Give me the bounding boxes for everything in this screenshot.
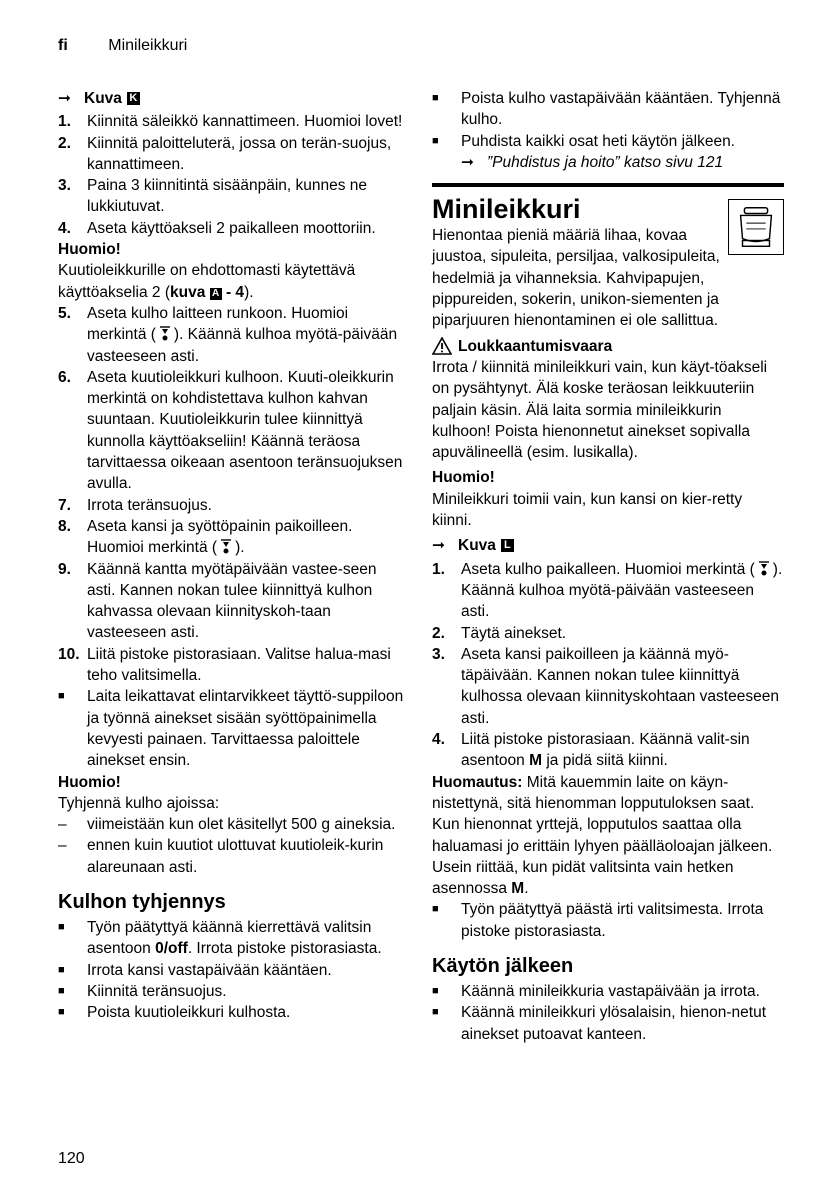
figure-label: Kuva [84, 90, 122, 107]
remark-text: Huomautus: Mitä kauemmin laite on käyn-nistettynä, sitä hienomman lopputuloksen saat. Kun hienonnat yrttejä, lopputulos saattaa olla haluamasi jo erittäin lyhyen päälläoloajan jälkeen. Usein riittää, kun pidät valitsinta vain hetken asennossa M. [432, 773, 773, 898]
list-item: 8. Aseta kansi ja syöttöpainin paikoilleen. Huomioi merkintä ( ). [58, 517, 353, 557]
figure-ref-l: ➞ Kuva L [432, 535, 784, 556]
mini-chopper-icon [728, 199, 784, 255]
list-item: 4. Liitä pistoke pistorasiaan. Käännä valit-sin asentoon M ja pidä siitä kiinni. [432, 731, 750, 770]
header-title: Minileikkuri [108, 37, 188, 54]
page-number: 120 [58, 1150, 85, 1167]
note-heading: Huomio! [432, 469, 495, 487]
note-heading: Huomio! [58, 773, 121, 791]
bullet-icon: ■ [432, 134, 439, 147]
note-heading: Huomio! [58, 241, 121, 259]
alignment-mark-icon [156, 324, 174, 342]
bullet-icon: ■ [58, 690, 65, 703]
figure-number-box: K [127, 92, 140, 105]
figure-number-box: A [210, 288, 222, 300]
bullet-icon: ■ [58, 1006, 65, 1019]
arrow-icon: ➞ [58, 90, 71, 107]
intro-text: Hienontaa pieniä määriä lihaa, kovaa juustoa, sipuleita, persiljaa, valkosipuleita, hedelmiä ja vihanneksia. Kahvipapujen, pippureiden, sokerin, unikon-siementen ja piparjuuren hienontaminen ei ole sallittua. [432, 227, 720, 330]
steps-list-a [58, 111, 408, 239]
figure-ref-k [58, 88, 408, 109]
bullet-item: ■ Puhdista kaikki osat heti käytön jälkeen. [432, 131, 784, 152]
bullet-icon: ■ [432, 903, 439, 916]
bullet-item: ■ Irrota kansi vastapäivään kääntäen. [58, 960, 408, 981]
bullet-icon: ■ [432, 984, 439, 997]
bullet-item: ■ Käännä minileikkuria vastapäivään ja irrota. [432, 981, 784, 1002]
alignment-mark-icon [755, 559, 773, 577]
arrow-icon: ➞ [432, 537, 445, 555]
warning-icon [432, 337, 452, 355]
note-text: Kuutioleikkurille on ehdottomasti käytettävä käyttöakselia 2 (kuva A - 4). [58, 262, 356, 301]
bullet-icon: ■ [58, 984, 65, 997]
section-minileikkuri [432, 183, 784, 331]
arrow-icon: ➞ [461, 153, 474, 171]
list-item: 9. Käännä kantta myötäpäivään vastee-seen asti. Kannen nokan tulee kiinnittyä kulhon kahvassa olevaan kiinnityskoh-taan vasteeseen asti. [58, 560, 377, 642]
section-heading-tyhjennys: Kulhon tyhjennys [58, 890, 226, 913]
bullet-item: ■ Poista kulho vastapäivään kääntäen. Tyhjennä kulho. [432, 88, 784, 131]
bullet-icon: ■ [58, 920, 65, 933]
language-code: fi [58, 37, 68, 54]
note-text: Minileikkuri toimii vain, kun kansi on kier-retty kiinni. [432, 490, 743, 530]
section-heading-jalkeen: Käytön jälkeen [432, 954, 574, 977]
list-item: 1. Aseta kulho paikalleen. Huomioi merkintä ( ). Käännä kulhoa myötä-päivään vasteeseen asti. [432, 560, 783, 621]
bullet-item: ■ Käännä minileikkuri ylösalaisin, hienon-netut ainekset putoavat kanteen. [432, 1002, 784, 1045]
bullet-icon: ■ [58, 963, 65, 976]
bullet-icon: ■ [432, 1006, 439, 1019]
figure-number-box: L [501, 539, 514, 552]
dash-item: – ennen kuin kuutiot ulottuvat kuutioleik-kurin alareunaan asti. [58, 837, 384, 876]
warning-heading: Loukkaantumisvaara [432, 336, 784, 357]
bullet-icon: ■ [432, 92, 439, 104]
alignment-mark-icon [217, 537, 235, 555]
right-column [432, 88, 784, 1045]
list-item: 2. Täytä ainekset. [432, 624, 567, 642]
warning-text: Irrota / kiinnitä minileikkuri vain, kun käyt-töakseli on pysähtynyt. Älä koske teräosan leikkuuteriin paljain käsin. Älä laita sormia minileikkurin kulhoon! Poista hienonnetut ainekset sopivalla apuvälineellä (esim. lusikalla). [432, 358, 768, 462]
bullet-item: ■ Poista kuutioleikkuri kulhosta. [58, 1002, 408, 1023]
note-text: Tyhjennä kulho ajoissa: [58, 794, 220, 812]
cross-reference: ➞ ”Puhdistus ja hoito” katso sivu 121 [432, 152, 784, 173]
list-item: 2. Kiinnitä paloitteluterä, jossa on terän-suojus, kannattimeen. [58, 134, 392, 173]
list-item: 1. Kiinnitä säleikkö kannattimeen. Huomioi lovet! [58, 113, 403, 131]
dash-item: – viimeistään kun olet käsitellyt 500 g aineksia. [58, 816, 396, 834]
left-column [58, 88, 408, 1023]
list-item: 4. Aseta käyttöakseli 2 paikalleen moottoriin. [58, 219, 376, 237]
page-header [58, 37, 187, 55]
list-item: 7. Irrota teränsuojus. [58, 496, 212, 514]
section-title: Minileikkuri [432, 194, 581, 225]
bullet-item: ■ Työn päätyttyä päästä irti valitsimesta. Irrota pistoke pistorasiasta. [432, 899, 784, 942]
list-item: 3. Aseta kansi paikoilleen ja käännä myö-täpäivään. Kannen nokan tulee kiinnittyä kulhossa olevaan kiinnityskohtaan vasteeseen asti. [432, 645, 779, 727]
bullet-item: ■ Työn päätyttyä käännä kierrettävä valitsin asentoon 0/off. Irrota pistoke pistorasiasta. [58, 917, 408, 960]
list-item: 10. Liitä pistoke pistorasiaan. Valitse halua-masi teho valitsimella. [58, 645, 391, 685]
bullet-item: ■ Laita leikattavat elintarvikkeet täyttö-suppiloon ja työnnä ainekset sisään syöttöpainimella kevyesti painaen. Tarvittaessa paloittele ainekset ensin. [58, 686, 408, 771]
bullet-item: ■ Kiinnitä teränsuojus. [58, 981, 408, 1002]
list-item: 5. Aseta kulho laitteen runkoon. Huomioi merkintä ( ). Käännä kulhoa myötä-päivään vasteeseen asti. [58, 304, 398, 365]
list-item: 3. Paina 3 kiinnitintä sisäänpäin, kunnes ne lukkiutuvat. [58, 177, 368, 216]
list-item: 6. Aseta kuutioleikkuri kulhoon. Kuuti-oleikkurin merkintä on kohdistettava kulhon kahvan suuntaan. Kuutioleikkurin tulee kiinnittyä kunnolla käyttöakseliin! Käännä teräosa tarvittaessa oikeaan asentoon teränsuojuksen avulla. [58, 368, 403, 493]
